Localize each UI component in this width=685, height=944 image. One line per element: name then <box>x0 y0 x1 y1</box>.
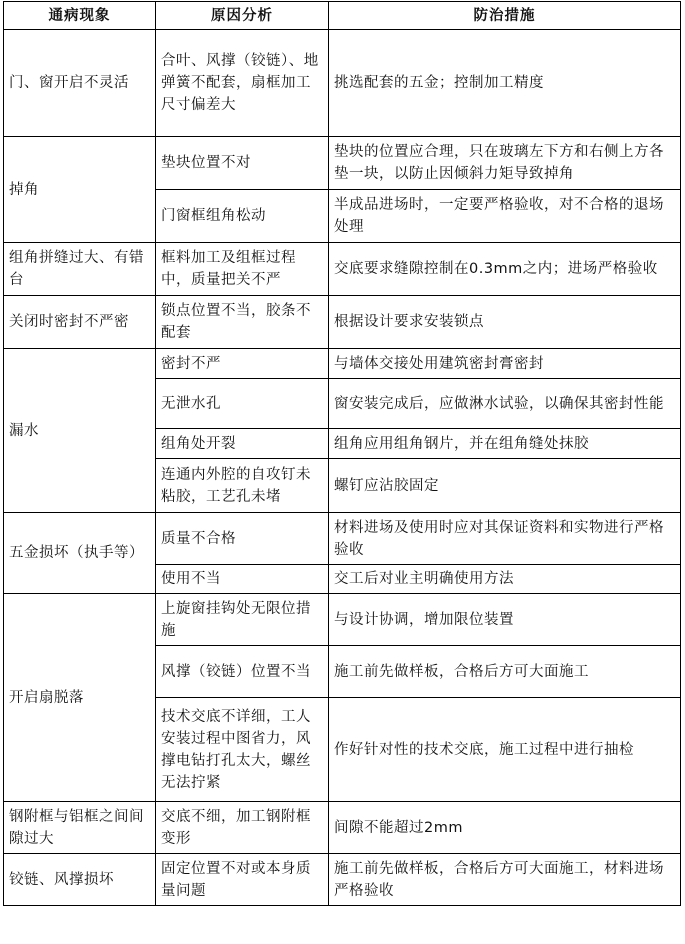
defects-table <box>3 1 681 906</box>
table-row <box>4 137 681 190</box>
measure-cell: 间隙不能超过2mm <box>329 802 681 854</box>
table-row <box>4 243 681 296</box>
cause-cell: 交底不细，加工钢附框变形 <box>156 802 329 854</box>
phenomenon-cell: 五金损坏（执手等） <box>4 513 156 594</box>
measure-cell: 交底要求缝隙控制在0.3mm之内；进场严格验收 <box>329 243 681 296</box>
phenomenon-cell: 漏水 <box>4 349 156 513</box>
measure-cell: 施工前先做样板，合格后方可大面施工 <box>329 646 681 698</box>
measure-cell: 根据设计要求安装锁点 <box>329 296 681 349</box>
header-cause: 原因分析 <box>156 2 329 30</box>
table-row <box>4 30 681 137</box>
cause-cell: 上旋窗挂钩处无限位措施 <box>156 594 329 646</box>
phenomenon-cell: 铰链、风撑损坏 <box>4 854 156 906</box>
cause-cell: 门窗框组角松动 <box>156 190 329 243</box>
table-row <box>4 513 681 565</box>
table-row <box>4 802 681 854</box>
header-measure: 防治措施 <box>329 2 681 30</box>
cause-cell: 风撑（铰链）位置不当 <box>156 646 329 698</box>
table-row <box>4 594 681 646</box>
phenomenon-cell: 掉角 <box>4 137 156 243</box>
phenomenon-cell: 开启扇脱落 <box>4 594 156 802</box>
header-row <box>4 2 681 30</box>
cause-cell: 垫块位置不对 <box>156 137 329 190</box>
cause-cell: 合叶、风撑（铰链）、地弹簧不配套，扇框加工尺寸偏差大 <box>156 30 329 137</box>
measure-cell: 与墙体交接处用建筑密封膏密封 <box>329 349 681 379</box>
measure-cell: 螺钉应沾胶固定 <box>329 459 681 513</box>
measure-cell: 垫块的位置应合理，只在玻璃左下方和右侧上方各垫一块，以防止因倾斜力矩导致掉角 <box>329 137 681 190</box>
cause-cell: 无泄水孔 <box>156 379 329 429</box>
phenomenon-cell: 组角拼缝过大、有错台 <box>4 243 156 296</box>
table-body <box>4 30 681 906</box>
cause-cell: 组角处开裂 <box>156 429 329 459</box>
cause-cell: 固定位置不对或本身质量问题 <box>156 854 329 906</box>
phenomenon-cell: 门、窗开启不灵活 <box>4 30 156 137</box>
measure-cell: 材料进场及使用时应对其保证资料和实物进行严格验收 <box>329 513 681 565</box>
cause-cell: 连通内外腔的自攻钉未粘胶，工艺孔未堵 <box>156 459 329 513</box>
measure-cell: 与设计协调，增加限位装置 <box>329 594 681 646</box>
measure-cell: 施工前先做样板，合格后方可大面施工，材料进场严格验收 <box>329 854 681 906</box>
measure-cell: 半成品进场时，一定要严格验收，对不合格的退场处理 <box>329 190 681 243</box>
measure-cell: 组角应用组角钢片，并在组角缝处抹胶 <box>329 429 681 459</box>
header-phenomenon: 通病现象 <box>4 2 156 30</box>
cause-cell: 使用不当 <box>156 565 329 594</box>
measure-cell: 窗安装完成后，应做淋水试验，以确保其密封性能 <box>329 379 681 429</box>
cause-cell: 框料加工及组框过程中，质量把关不严 <box>156 243 329 296</box>
cause-cell: 技术交底不详细，工人安装过程中图省力，风撑电钻打孔太大，螺丝无法拧紧 <box>156 698 329 802</box>
table-row <box>4 296 681 349</box>
cause-cell: 密封不严 <box>156 349 329 379</box>
cause-cell: 锁点位置不当，胶条不配套 <box>156 296 329 349</box>
phenomenon-cell: 关闭时密封不严密 <box>4 296 156 349</box>
measure-cell: 挑选配套的五金；控制加工精度 <box>329 30 681 137</box>
phenomenon-cell: 钢附框与铝框之间间隙过大 <box>4 802 156 854</box>
measure-cell: 交工后对业主明确使用方法 <box>329 565 681 594</box>
table-row <box>4 349 681 379</box>
measure-cell: 作好针对性的技术交底，施工过程中进行抽检 <box>329 698 681 802</box>
cause-cell: 质量不合格 <box>156 513 329 565</box>
table-row <box>4 854 681 906</box>
